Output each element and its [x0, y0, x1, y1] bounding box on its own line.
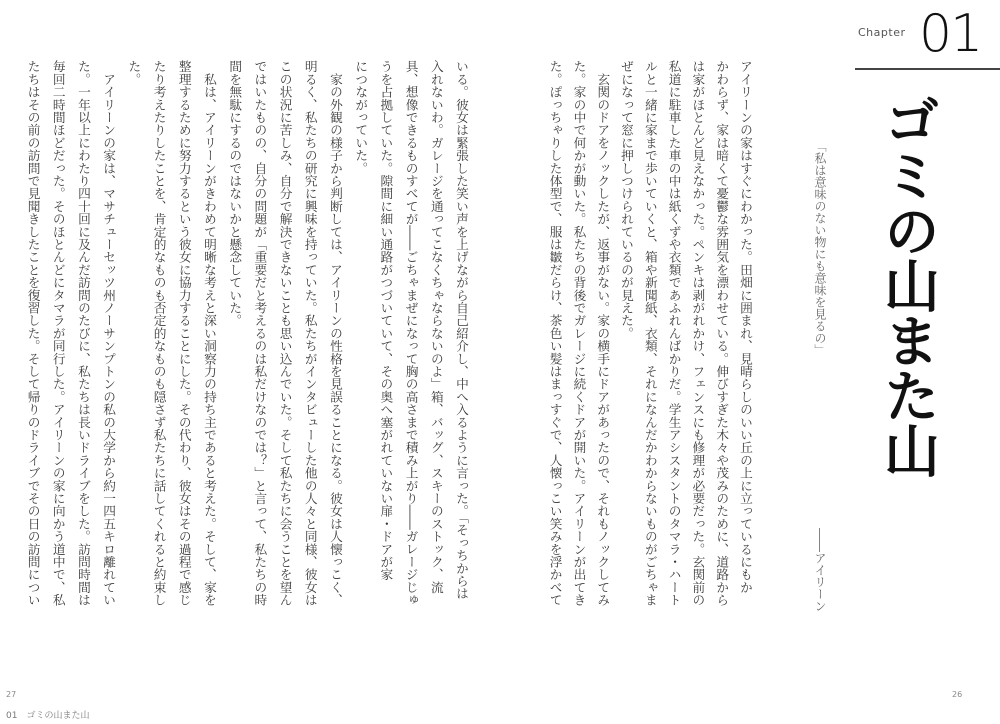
- text-column: 家の外観の様子から判断しては、アイリーンの性格を見誤ることになる。彼女は人懐っこく、: [327, 60, 343, 607]
- text-column: た。家の中で何かが動いた。私たちの背後でガレージに続くドアが開いた。アイリーンが出てき: [571, 60, 587, 607]
- text-column: た。ぽっちゃりした体型で、服は皺だらけ、茶色い髪はまっすぐで、人懐っこい笑みを浮かべて: [547, 60, 563, 607]
- text-column: 私道に駐車した車の中は紙くずや衣類であふれんばかりだ。学生アシスタントのタマラ・ハート: [666, 60, 682, 607]
- text-column: うを占拠していた。隙間に細い通路がつづいていて、その奥へ塞がれていない扉・ドアが家: [378, 60, 394, 581]
- text-column: 毎回二時間ほどだった。そのほとんどにタマラが同行した。アイリーンの家に向かう道中で、私: [50, 60, 66, 607]
- text-column: たちはその前の訪問で見聞きしたことを復習した。そして帰りのドライブでその日の訪問につい: [25, 60, 41, 607]
- text-column: は家がほとんど見えなかった。ペンキは剥がれかけ、フェンスにも修理が必要だった。玄関前の: [690, 60, 706, 607]
- text-column: 私は、アイリーンがきわめて明晰な考えと深い洞察力の持ち主であると考えた。そして、家を: [201, 60, 217, 607]
- text-column: 玄関のドアをノックしたが、返事がない。家の横手にドアがあったので、それもノックしてみ: [595, 60, 611, 607]
- text-column: たり考えたりしたことを、肯定的なものも否定的なものも隠さず私たちに話してくれると約束し: [151, 60, 167, 607]
- page-number-right: 26: [952, 690, 963, 699]
- text-column: 整理するために努力するという彼女に協力することにした。その代わり、彼女はその過程で感じ: [176, 60, 192, 607]
- text-column: アイリーンの家は、マサチューセッツ州ノーサンプトンの私の大学から約一四五キロ離れてい: [101, 60, 117, 607]
- text-column: アイリーンの家はすぐにわかった。田畑に囲まれ、見晴らしのいい丘の上に立っているにもか: [738, 60, 753, 594]
- text-column: につながっていた。: [353, 60, 369, 175]
- text-column: ぜになって窓に押しつけられているのが見えた。: [619, 60, 635, 340]
- text-column: た。: [126, 60, 142, 86]
- text-column: 間を無駄にするのではないかと懸念していた。: [227, 60, 243, 327]
- running-head: 01 ゴミの山また山: [6, 711, 90, 721]
- right-page-body-text: [543, 60, 757, 606]
- text-column: かわらず、家は暗くて憂鬱な雰囲気を漂わせている。伸びすぎた木々や茂みのために、道路から: [714, 60, 730, 607]
- text-column: 具、想像できるものすべてが――ごちゃまぜになって胸の高さまで積み上がり――ガレージじゅ: [403, 60, 419, 607]
- text-column: 入れないわ。ガレージを通ってこなくちゃならないのよ」箱、バッグ、スキーのストック、流: [428, 60, 444, 594]
- text-column: た。一年以上にわたり四十回に及んだ訪問のたびに、私たちは長いドライブをした。訪問時間は: [75, 60, 91, 607]
- epigraph-attribution: ――アイリーン: [813, 528, 827, 612]
- text-column: ではいたものの、自分の問題が「重要だと考えるのは私だけなのでは？」と言って、私たちの時: [252, 60, 268, 607]
- left-page-body-text: [20, 60, 474, 606]
- chapter-divider: [855, 68, 1000, 70]
- text-column: この状況に苦しみ、自分で解決できないことも思い込んでいた。そして私たちに会うことを望ん: [277, 60, 293, 607]
- chapter-number: 01: [919, 4, 982, 64]
- text-column: いる。彼女は緊張した笑い声を上げながら自己紹介し、中へ入るように言った。「そっちからは: [454, 60, 469, 600]
- epigraph-quote: 「私は意味のない物にも意味を見るの」: [813, 140, 827, 356]
- text-column: ルと一緒に家まで歩いていくと、箱や新聞紙、衣類、それになんだかわからないものがごちゃま: [642, 60, 658, 607]
- page-number-left: 27: [6, 690, 17, 699]
- chapter-title: ゴミの山また山: [875, 92, 940, 477]
- chapter-label: Chapter: [858, 26, 906, 39]
- text-column: 明るく、私たちの研究に興味を持っていた。私たちがインタビューした他の人々と同様、彼女は: [302, 60, 318, 607]
